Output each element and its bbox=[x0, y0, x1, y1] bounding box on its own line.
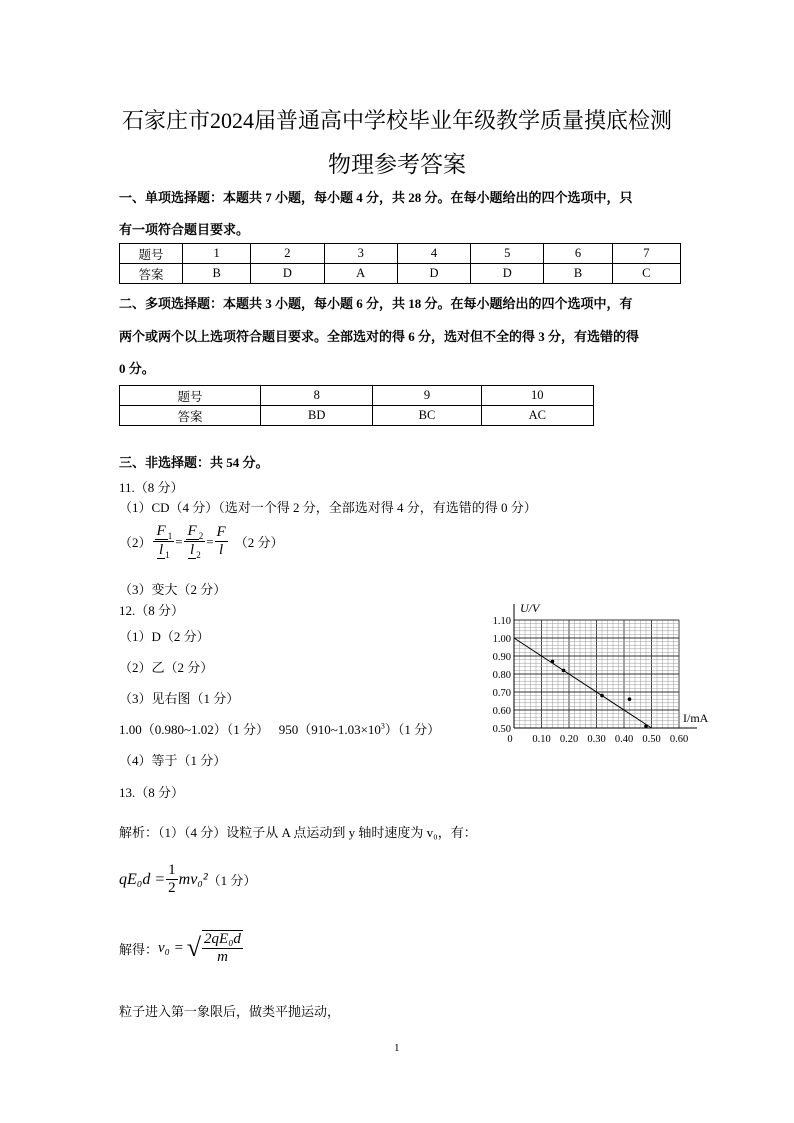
question-number-cell: 8 bbox=[261, 386, 373, 406]
answer-cell: B bbox=[183, 264, 251, 284]
section2-text: 两个或两个以上选项符合题目要求。全部选对的得 6 分，选对但不全的得 3 分，有选错的得 bbox=[119, 329, 640, 344]
q11-heading: 11.（8 分） bbox=[119, 480, 184, 495]
q13-text: 粒子进入第一象限后，做类平抛运动， bbox=[119, 1004, 341, 1019]
table-row bbox=[120, 244, 681, 264]
q11-answer-2 bbox=[119, 523, 283, 560]
question-number-cell: 6 bbox=[544, 244, 612, 264]
table-row bbox=[120, 406, 594, 426]
multi-choice-table bbox=[119, 385, 594, 426]
q13-heading: 13.（8 分） bbox=[119, 785, 185, 800]
page-number: 1 bbox=[394, 1042, 400, 1054]
equals: = bbox=[206, 533, 214, 549]
x-tick-label: 0.60 bbox=[669, 734, 689, 745]
q12-answer-4: 1.00（0.980~1.02）（1 分） $950(910\sim 1.03\times 10^3)(1$ 分） bbox=[119, 721, 441, 737]
y-tick-label: 0.90 bbox=[492, 652, 511, 663]
q12-answer-3: （3）见右图（1 分） bbox=[119, 691, 240, 706]
label: （2） bbox=[119, 535, 152, 550]
u-i-graph bbox=[470, 598, 730, 753]
answer-cell: B bbox=[544, 264, 612, 284]
y-tick-label: 0.50 bbox=[492, 724, 511, 735]
data-point bbox=[551, 660, 555, 664]
answer-cell: BC bbox=[373, 406, 481, 426]
y-tick-label: 0.70 bbox=[492, 688, 511, 699]
section2-text: 0 分。 bbox=[119, 361, 155, 376]
answer-cell: D bbox=[471, 264, 544, 284]
page-subtitle: 物理参考答案 bbox=[328, 152, 466, 177]
y-axis-label: U/V bbox=[520, 601, 540, 615]
row-label: 题号 bbox=[120, 244, 183, 264]
section1-text: 有一项符合题目要求。 bbox=[119, 222, 250, 237]
section1-text: 一、单项选择题：本题共 7 小题，每小题 4 分，共 28 分。在每小题给出的四个选项中，只 bbox=[119, 190, 633, 205]
x-tick-label: 0.50 bbox=[642, 734, 661, 745]
answer-cell: C bbox=[612, 264, 680, 284]
fit-line bbox=[514, 638, 652, 728]
score: （2 分） bbox=[234, 535, 284, 550]
data-point bbox=[600, 694, 604, 698]
question-number-cell: 7 bbox=[612, 244, 680, 264]
data-point bbox=[628, 697, 632, 701]
question-number-cell: 2 bbox=[251, 244, 324, 264]
q13-text: 解析：（1）（4 分）设粒子从 A 点运动到 y 轴时速度为 v₀，有： bbox=[119, 825, 477, 840]
y-tick-label: 0.60 bbox=[492, 706, 511, 717]
answer-cell: D bbox=[251, 264, 324, 284]
single-choice-table bbox=[119, 243, 681, 284]
y-tick-label: 1.00 bbox=[492, 634, 511, 645]
answer-cell: AC bbox=[481, 406, 593, 426]
y-tick-label: 0.80 bbox=[492, 670, 511, 681]
q12-answer-5: （4）等于（1 分） bbox=[119, 753, 227, 768]
equals: = bbox=[175, 533, 183, 549]
x-tick-label: 0.20 bbox=[559, 734, 579, 745]
question-number-cell: 4 bbox=[397, 244, 470, 264]
answer-cell: D bbox=[397, 264, 470, 284]
row-label: 答案 bbox=[120, 264, 183, 284]
x-axis-label: I/mA bbox=[683, 711, 709, 725]
data-point bbox=[562, 669, 566, 673]
fraction: $\frac{F _1}{l _1}$ bbox=[153, 523, 175, 560]
y-tick-label: 1.10 bbox=[492, 616, 511, 627]
section3-heading: 三、非选择题：共 54 分。 bbox=[119, 455, 269, 470]
answer-cell: A bbox=[324, 264, 397, 284]
q13-equation-2: 解得： v₀ = √ $\frac{\text{2qE₀d}}{m}$ bbox=[119, 931, 241, 965]
question-number-cell: 10 bbox=[481, 386, 593, 406]
table-row bbox=[120, 386, 594, 406]
x-tick-label: 0.30 bbox=[587, 734, 606, 745]
section2-text: 二、多项选择题：本题共 3 小题，每小题 6 分，共 18 分。在每小题给出的四个选项中，有 bbox=[119, 296, 633, 311]
row-label: 题号 bbox=[120, 386, 261, 406]
page-title: 石家庄市2024届普通高中学校毕业年级教学质量摸底检测 bbox=[121, 108, 672, 133]
table-row bbox=[120, 264, 681, 284]
question-number-cell: 5 bbox=[471, 244, 544, 264]
question-number-cell: 9 bbox=[373, 386, 481, 406]
q12-heading: 12.（8 分） bbox=[119, 603, 185, 618]
q12-answer-1: （1）D（2 分） bbox=[119, 629, 210, 644]
q11-answer-1: （1）CD（4 分）（选对一个得 2 分，全部选对得 4 分，有选错的得 0 分） bbox=[119, 500, 537, 515]
q11-answer-3: （3）变大（2 分） bbox=[119, 582, 227, 597]
fraction: $\frac{F _2}{l _2}$ bbox=[184, 523, 206, 560]
q13-equation-1: qE₀d = $\frac{1}{2}$ mv₀² （1 分） bbox=[119, 862, 257, 896]
fraction: $\frac{F}{l}$ bbox=[216, 524, 226, 558]
x-tick-label: 0 bbox=[507, 734, 513, 745]
answer-cell: BD bbox=[261, 406, 373, 426]
row-label: 答案 bbox=[120, 406, 261, 426]
x-tick-label: 0.40 bbox=[614, 734, 634, 745]
data-point bbox=[644, 724, 648, 728]
question-number-cell: 3 bbox=[324, 244, 397, 264]
x-tick-label: 0.10 bbox=[532, 734, 551, 745]
question-number-cell: 1 bbox=[183, 244, 251, 264]
q12-answer-2: （2）乙（2 分） bbox=[119, 660, 214, 675]
